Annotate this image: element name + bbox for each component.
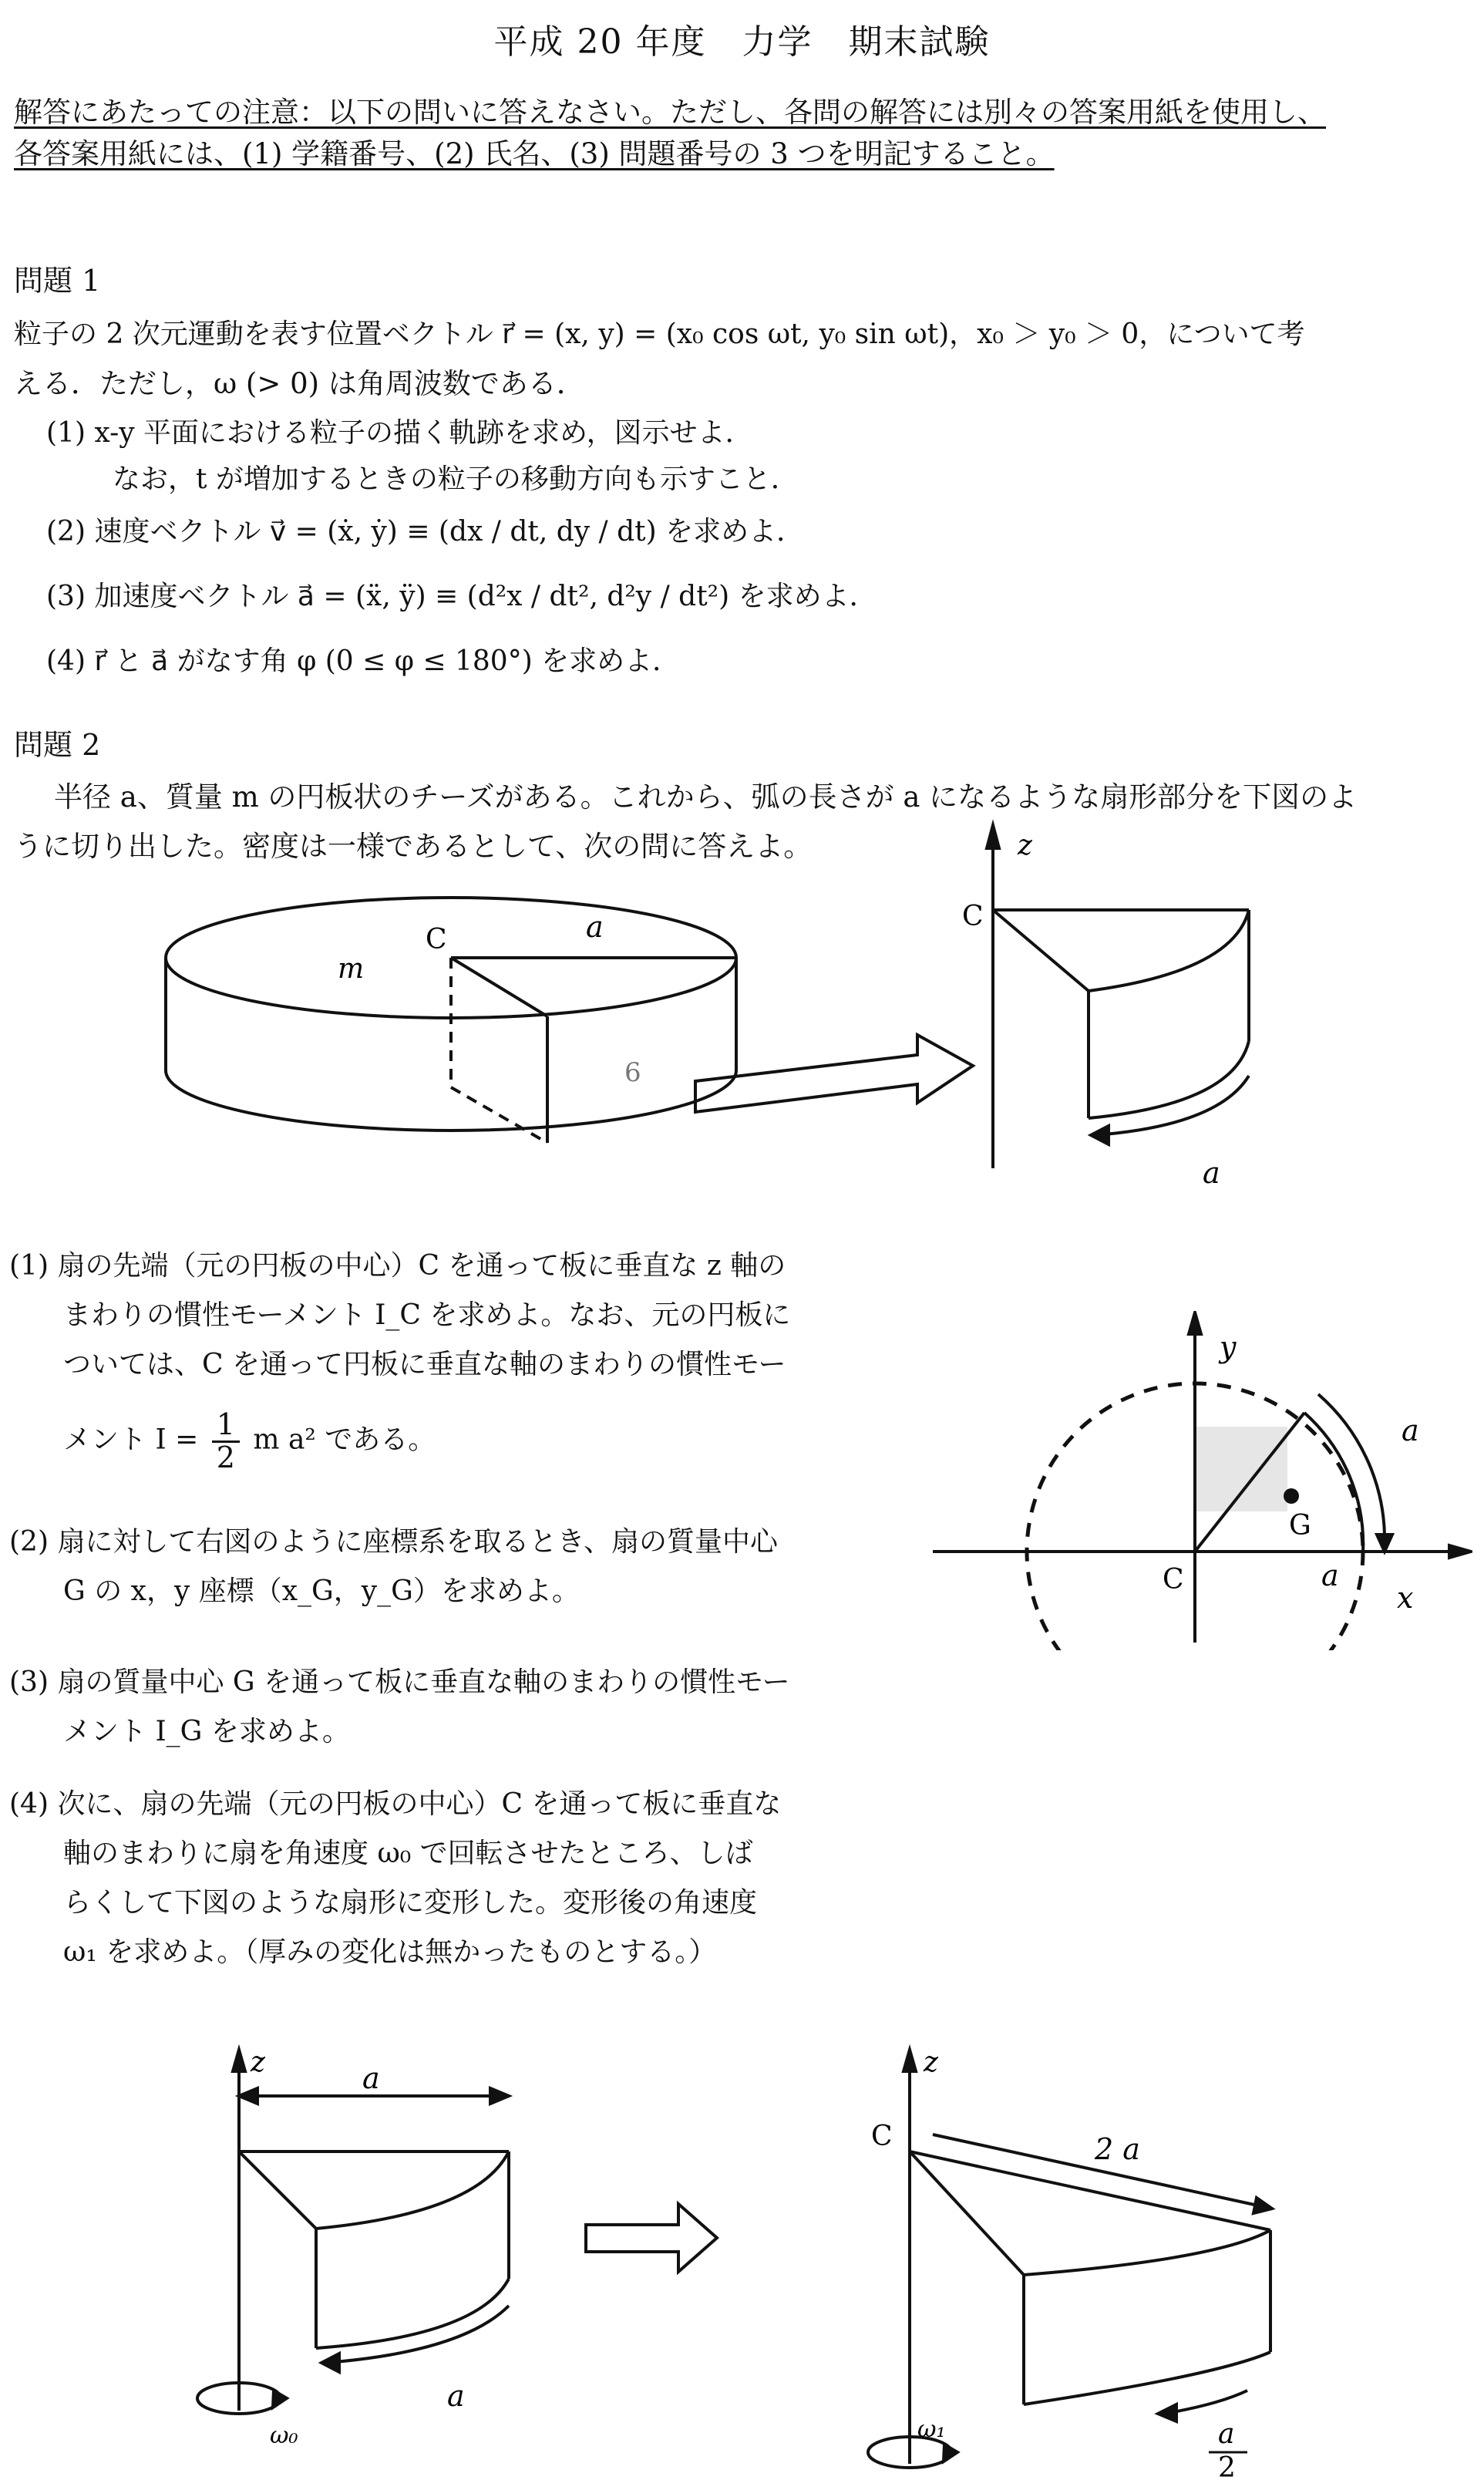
- problem1-intro-line2: える．ただし，ω (> 0) は角周波数である．: [14, 367, 585, 400]
- problem2-intro-line1: 半径 a、質量 m の円板状のチーズがある。これから、弧の長さが a になるような扇形部分を下図のよ: [54, 780, 1358, 814]
- label-z-sector: z: [1018, 830, 1032, 861]
- label-c-sector: C: [962, 901, 984, 932]
- problem1-q3: (3) 加速度ベクトル a⃗ = (ẍ, ÿ) ≡ (d²x / dt², d²y / dt²) を求めよ．: [46, 581, 877, 612]
- moment-formula-post: m a² である。: [253, 1424, 436, 1456]
- label-z-right: z: [924, 2047, 938, 2078]
- rotation-deformation-figure: [108, 2036, 1295, 2480]
- label-omega1: ω₁: [917, 2416, 946, 2443]
- label-omega0: ω₀: [270, 2422, 298, 2449]
- notice-line-1: 解答にあたっての注意：以下の問いに答えなさい。ただし、各問の解答には別々の答案用紙を使用し、: [14, 96, 1326, 129]
- problem2-q3-line2: メント I_G を求めよ。: [63, 1716, 350, 1747]
- cheese-disk-figure: [139, 810, 1341, 1195]
- sector-shading: [1195, 1427, 1287, 1511]
- problem2-q1-line3: ついては、C を通って円板に垂直な軸のまわりの慣性モー: [63, 1349, 786, 1380]
- fraction-numerator: 1: [212, 1410, 240, 1443]
- label-a-arc-coord: a: [1402, 1414, 1419, 1447]
- problem1-heading: 問題 1: [14, 264, 101, 298]
- label-a-radius-coord: a: [1321, 1558, 1339, 1592]
- label-c-origin: C: [1163, 1564, 1184, 1595]
- problem1-intro-line1: 粒子の 2 次元運動を表す位置ベクトル r⃗ = (x, y) = (x₀ cos ωt, y₀ sin ωt)，x₀ ＞ y₀ ＞ 0，について考: [14, 318, 1305, 350]
- label-2a: 2 a: [1095, 2132, 1140, 2166]
- problem1-q1a: (1) x-y 平面における粒子の描く軌跡を求め，図示せよ．: [46, 417, 753, 449]
- problem2-q4-line4: ω₁ を求めよ。（厚みの変化は無かったものとする。）: [63, 1936, 717, 1968]
- label-half-den: 2: [1218, 2452, 1236, 2480]
- answer-notice: [14, 96, 1326, 172]
- problem2-heading: 問題 2: [14, 728, 101, 762]
- page-title: 平成 20 年度 力学 期末試験: [493, 22, 991, 62]
- label-a-radius: a: [586, 910, 604, 944]
- problem2-intro-line2: うに切り出した。密度は一様であるとして、次の問に答えよ。: [14, 830, 813, 863]
- label-y-axis: y: [1220, 1330, 1237, 1364]
- label-x-axis: x: [1397, 1581, 1414, 1615]
- notice-line-2: 各答案用紙には、(1) 学籍番号、(2) 氏名、(3) 問題番号の 3 つを明記すること。: [14, 137, 1055, 171]
- label-a-top: a: [362, 2061, 380, 2095]
- label-c-disk: C: [426, 924, 447, 955]
- label-half-num: a: [1218, 2418, 1235, 2450]
- problem2-q1-line1: (1) 扇の先端（元の円板の中心）C を通って板に垂直な z 軸の: [9, 1250, 786, 1282]
- label-g: G: [1289, 1510, 1311, 1542]
- problem2-q4-line3: らくして下図のような扇形に変形した。変形後の角速度: [63, 1887, 758, 1919]
- fraction-denominator: 2: [216, 1440, 235, 1474]
- label-a-bottom-left: a: [447, 2379, 465, 2413]
- arc-length-arrow: [1095, 1076, 1249, 1135]
- problem2-q4-line2: 軸のまわりに扇を角速度 ω₀ で回転させたところ、しば: [63, 1838, 753, 1869]
- label-m: m: [338, 953, 365, 985]
- label-a-arc: a: [1203, 1156, 1220, 1190]
- problem2-q3-line1: (3) 扇の質量中心 G を通って板に垂直な軸のまわりの慣性モー: [9, 1666, 790, 1698]
- problem2-q1-line4: [63, 1407, 436, 1474]
- fraction-one-half: [212, 1407, 240, 1474]
- problem2-q2-line2: G の x，y 座標（x_G，y_G）を求めよ。: [63, 1575, 580, 1607]
- label-c-right: C: [871, 2121, 893, 2152]
- deformation-arrow: [586, 2204, 717, 2272]
- problem2-q4-line1: (4) 次に、扇の先端（元の円板の中心）C を通って板に垂直な: [9, 1788, 782, 1820]
- label-pencil-mark: 6: [624, 1057, 641, 1088]
- problem1-q2: (2) 速度ベクトル v⃗ = (ẋ, ẏ) ≡ (dx / dt, dy / dt) を求めよ．: [46, 516, 805, 548]
- problem2-q2-line1: (2) 扇に対して右図のように座標系を取るとき、扇の質量中心: [9, 1526, 778, 1558]
- problem2-q1-line2: まわりの慣性モーメント I_C を求めよ。なお、元の円板に: [63, 1299, 791, 1331]
- sector-coordinate-figure: [917, 1311, 1472, 1650]
- arc-a-arrow: [1318, 1394, 1385, 1535]
- label-z-left: z: [251, 2047, 265, 2078]
- problem1-q4: (4) r⃗ と a⃗ がなす角 φ (0 ≤ φ ≤ 180°) を求めよ．: [46, 645, 681, 677]
- center-of-mass-dot: [1284, 1488, 1299, 1504]
- problem1-q1b: なお，t が増加するときの粒子の移動方向も示すこと．: [113, 463, 799, 495]
- moment-formula-pre: メント I =: [63, 1424, 207, 1456]
